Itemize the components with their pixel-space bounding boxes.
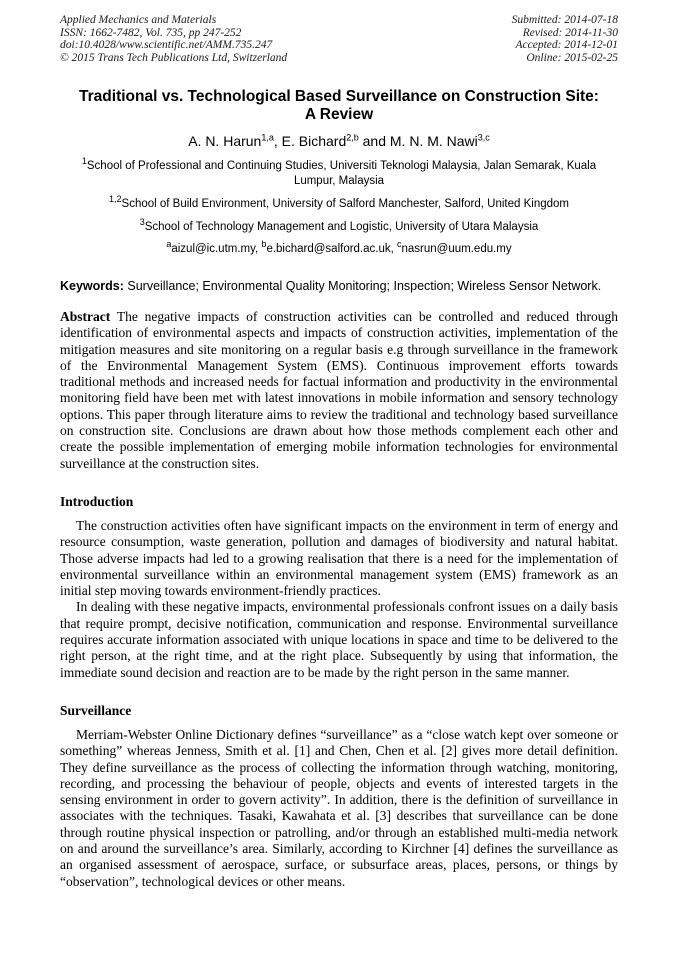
paper-title — [60, 88, 618, 124]
journal-info-line: © 2015 Trans Tech Publications Ltd, Switzerland — [60, 51, 288, 64]
body-paragraph: The construction activities often have significant impacts on the environment in term of energy and resource consumption, waste generation, pollution and damages of biodiversity and natural habitat. Those adverse impacts had led to a growing realisation that there is a need for the implementation of environmental surveillance within an environmental management system (EMS) framework as an initial step moving towards environment-friendly practices. — [60, 517, 618, 599]
paper-title-line1: Traditional vs. Technological Based Surveillance on Construction Site: — [79, 88, 599, 105]
email-line: $^a$aizul@ic.utm.my, $^b$e.bichard@salford.ac.uk, $^c$nasrun@uum.edu.my — [166, 239, 512, 255]
journal-info-line: Applied Mechanics and Materials — [60, 14, 217, 26]
journal-info-line: ISSN: 1662-7482, Vol. 735, pp 247-252 — [60, 26, 242, 39]
paper-title-line2: A Review — [304, 106, 374, 123]
body-paragraph: Merriam-Webster Online Dictionary defines “surveillance” as a “close watch kept over someone or something” whereas Jenness, Smith et al. [1] and Chen, Chen et al. [2] gives more detail definition. They define surveillance as the process of collecting the information through watching, monitoring, recording, and processing the behaviour of people, objects and events of interested targets in the sensing environment in order to govern activity”. In addition, there is the definition of surveillance in associates with the techniques. Tasaki, Kawahata et al. [3] describes that surveillance can be done through routine physical inspection or patrolling, and/or through an established multi-media network on and around the surveillance’s area. Similarly, according to Kirchner [4] defines the surveillance as an organised assessment of aerospace, surface, or subsurface areas, places, persons, or things by “observation”, technological devices or other means. — [60, 726, 618, 889]
journal-header — [60, 14, 618, 64]
submission-date-line: Accepted: 2014-12-01 — [515, 39, 618, 51]
abstract-text: The negative impacts of construction activities can be controlled and reduced through identification of environmental aspects and impacts of construction activities, implementation of the mitigation measures and site monitoring on a regular basis e.g through surveillance in the framework of the Environmental Management System (EMS). Continuous improvement efforts towards traditional methods and increased needs for factual information and productivity in the environmental monitoring field have been met with latest innovations in mobile information and sensory technology options. This paper through literature aims to review the traditional and technology based surveillance on construction site. Conclusions are drawn about how those methods complement each other and create the possible implementation of emerging mobile information technologies for environmental surveillance at the construction sites. — [60, 309, 618, 471]
email-marker: c — [397, 239, 402, 250]
author-affiliation-marker: 1,a — [261, 132, 274, 143]
journal-info-block — [60, 14, 287, 64]
submission-date-line: Online: 2015-02-25 — [526, 51, 618, 64]
author-name: A. N. Harun — [188, 133, 262, 149]
author-affiliation-marker: 2,b — [346, 132, 359, 143]
affiliation-marker: 3 — [139, 217, 145, 228]
section-heading-surveillance: Surveillance — [60, 702, 132, 718]
submission-dates-block — [512, 14, 618, 64]
email-marker: a — [166, 239, 172, 250]
author-name: M. N. M. Nawi — [389, 133, 478, 149]
body-paragraph: In dealing with these negative impacts, environmental professionals confront issues on a daily basis that require prompt, decisive notification, communication and response. Environmental surveillance requires accurate information associated with unique locations in space and time to be delivered to the right person, at the right time, and at the right place. Subsequently by using that information, the immediate sound decision and reaction are to be made by the right person in the same manner. — [60, 599, 618, 680]
author-line: A. N. Harun$^{1,a}$, E. Bichard$^{2,b}$ and M. N. M. Nawi$^{3,c}$ — [188, 132, 490, 149]
submission-date-line: Submitted: 2014-07-18 — [511, 14, 618, 26]
author-affiliation-marker: 3,c — [477, 132, 490, 143]
abstract-paragraph — [60, 309, 618, 472]
keywords-line — [60, 279, 618, 293]
submission-date-line: Revised: 2014-11-30 — [522, 26, 618, 39]
affiliation-line: $^1$School of Professional and Continuing Studies, Universiti Teknologi Malaysia, Jalan Semarak, Kuala Lumpur, Malaysia — [81, 156, 597, 187]
sections-container — [60, 494, 618, 890]
affiliations-block — [60, 156, 618, 235]
affiliation-marker: 1,2 — [109, 194, 122, 205]
journal-info-line: doi:10.4028/www.scientific.net/AMM.735.247 — [60, 39, 273, 51]
keywords-text: Surveillance; Environmental Quality Monitoring; Inspection; Wireless Sensor Network. — [123, 279, 602, 293]
section-heading-introduction: Introduction — [60, 493, 134, 509]
affiliation-line: $^{1,2}$School of Build Environment, University of Salford Manchester, Salford, United Kingdom — [109, 194, 569, 210]
email-marker: b — [261, 239, 267, 250]
keywords-label: Keywords: — [60, 279, 124, 293]
affiliation-marker: 1 — [81, 156, 87, 167]
abstract-label: Abstract — [60, 309, 111, 324]
author-name: E. Bichard — [281, 133, 347, 149]
affiliation-line: $^3$School of Technology Management and Logistic, University of Utara Malaysia — [139, 217, 539, 233]
